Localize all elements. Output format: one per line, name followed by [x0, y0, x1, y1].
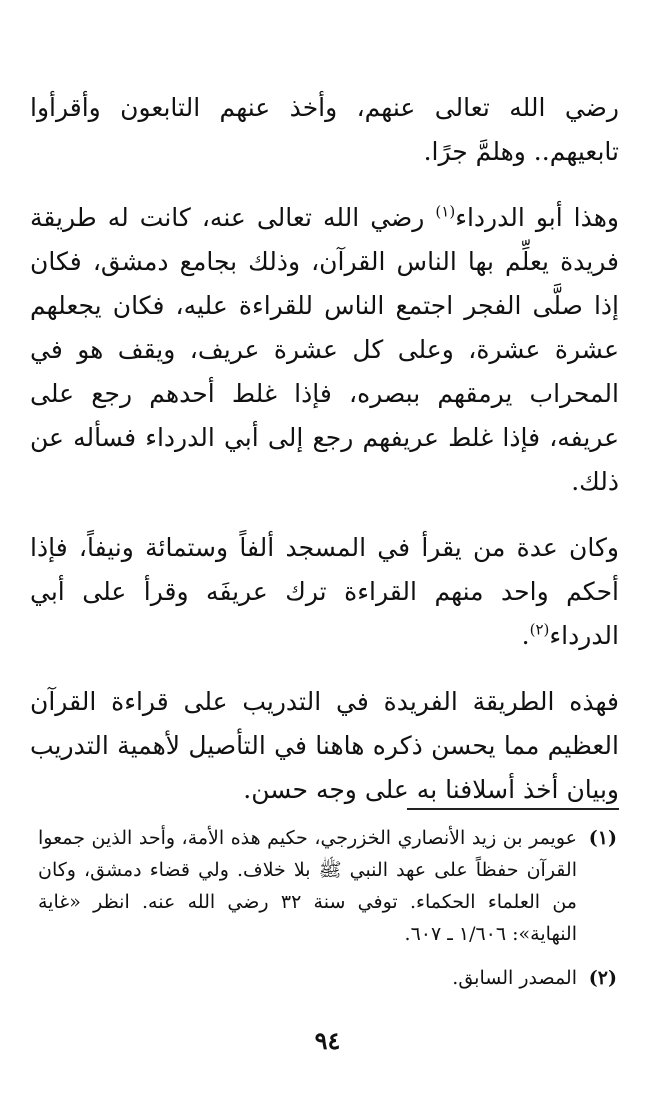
paragraph-1-text: رضي الله تعالى عنهم، وأخذ عنهم التابعون وأقرأوا تابعيهم.. وهلمَّ جرًا. — [30, 93, 619, 166]
paragraph-1 — [30, 86, 619, 174]
paragraph-3-text-start: وكان عدة من يقرأ في المسجد ألفاً وستمائة ونيفاً، فإذا أحكم واحد منهم القراءة ترك عريفَه وقرأ على أبي الدرداء — [30, 533, 619, 650]
footnote-1 — [38, 822, 617, 950]
footnote-marker-1[interactable]: (١) — [435, 202, 456, 221]
footnote-1-text: عويمر بن زيد الأنصاري الخزرجي، حكيم هذه الأمة، وأحد الذين جمعوا القرآن حفظاً على عهد النبي ﷺ بلا خلاف. ولي قضاء دمشق، وكان من العلماء الحكماء. توفي سنة ٣٢ رضي الله عنه. انظر «غاية النهاية»: ١/٦٠٦ ـ ٦٠٧. — [38, 827, 577, 945]
footnote-marker-2[interactable]: (٢) — [529, 620, 550, 639]
page-number: ٩٤ — [314, 1026, 341, 1055]
footnote-separator — [407, 808, 619, 810]
paragraph-3-text-end: . — [521, 621, 530, 650]
footnote-2-text: المصدر السابق. — [452, 967, 577, 989]
paragraph-3 — [30, 526, 619, 658]
footnote-2 — [38, 962, 617, 994]
paragraph-2-text-end: رضي الله تعالى عنه، كانت له طريقة فريدة يعلِّم بها الناس القرآن، وذلك بجامع دمشق، فكان إذا صلَّى الفجر اجتمع الناس للقراءة عليه، فكان يجعلهم عشرة عشرة، وعلى كل عشرة عريف، ويقف هو في المحراب يرمقهم ببصره، فإذا غلط أحدهم رجع على عريفه، فإذا غلط عريفهم رجع إلى أبي الدرداء فسأله عن ذلك. — [30, 203, 619, 496]
footnote-1-number: (١) — [588, 827, 617, 849]
main-text — [30, 86, 619, 812]
paragraph-2-text-start: وهذا أبو الدرداء — [455, 203, 619, 232]
paragraph-4-text: فهذه الطريقة الفريدة في التدريب على قراءة القرآن العظيم مما يحسن ذكره هاهنا في التأصيل لأهمية التدريب وبيان أخذ أسلافنا به على وجه حسن. — [30, 687, 619, 804]
footnote-2-number: (٢) — [588, 967, 617, 989]
paragraph-2 — [30, 196, 619, 504]
paragraph-4 — [30, 680, 619, 812]
footnotes — [38, 822, 617, 994]
